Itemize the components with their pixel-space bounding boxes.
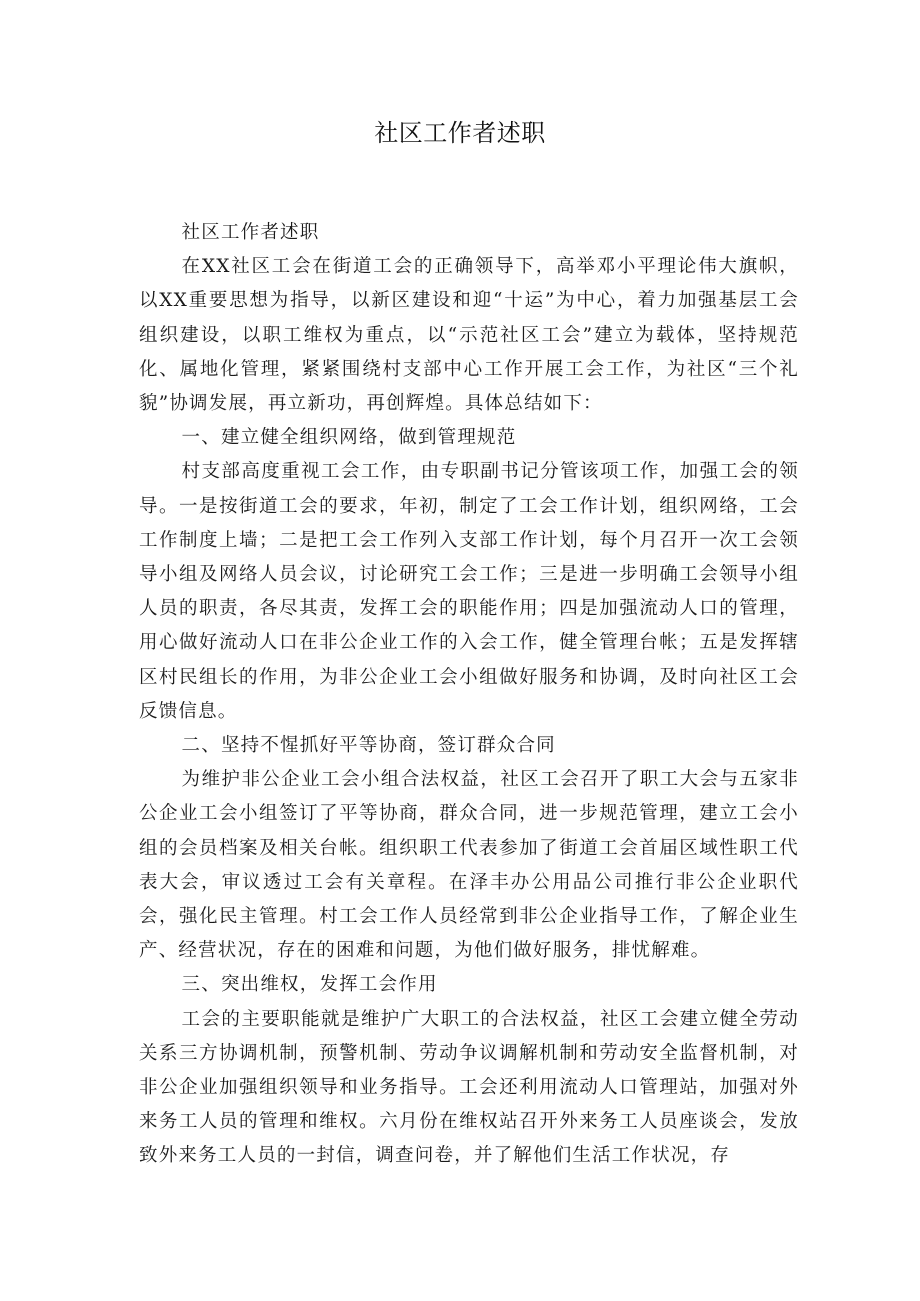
paragraph-section-3: 工会的主要职能就是维护广大职工的合法权益，社区工会建立健全劳动关系三方协调机制，预警机制、劳动争议调解机制和劳动安全监督机制，对非公企业加强组织领导和业务指导。工会还利用流动人口管理站，加强对外来务工人员的管理和维权。六月份在维权站召开外来务工人员座谈会，发放致外来务工人员的一封信，调查问卷，并了解他们生活工作状况，存 bbox=[139, 1008, 799, 1167]
paragraph-heading: 社区工作者述职 bbox=[181, 222, 320, 243]
section-heading-3: 三、突出维权，发挥工会作用 bbox=[181, 974, 438, 996]
document-body bbox=[139, 216, 799, 1174]
section-heading-1: 一、建立健全组织网络，做到管理规范 bbox=[181, 427, 517, 449]
paragraph-section-1: 村支部高度重视工会工作，由专职副书记分管该项工作，加强工会的领导。一是按街道工会的要求，年初，制定了工会工作计划，组织网络，工会工作制度上墙；二是把工会工作列入支部工作计划，每个月召开一次工会领导小组及网络人员会议，讨论研究工会工作；三是进一步明确工会领导小组人员的职责，各尽其责，发挥工会的职能作用；四是加强流动人口的管理，用心做好流动人口在非公企业工作的入会工作，健全管理台帐；五是发挥辖区村民组长的作用，为非公企业工会小组做好服务和协调，及时向社区工会反馈信息。 bbox=[139, 461, 799, 722]
paragraph-intro: 在XX社区工会在街道工会的正确领导下，高举邓小平理论伟大旗帜，以XX重要思想为指导，以新区建设和迎“十运”为中心，着力加强基层工会组织建设，以职工维权为重点，以“示范社区工会”建立为载体，坚持规范化、属地化管理，紧紧围绕村支部中心工作开展工会工作，为社区“三个礼貌”协调发展，再立新功，再创辉煌。具体总结如下： bbox=[139, 256, 799, 415]
section-heading-2: 二、坚持不惺抓好平等协商，签订群众合同 bbox=[181, 735, 556, 757]
paragraph-section-2: 为维护非公企业工会小组合法权益，社区工会召开了职工大会与五家非公企业工会小组签订了平等协商，群众合同，进一步规范管理，建立工会小组的会员档案及相关台帐。组织职工代表参加了街道工会首届区域性职工代表大会，审议透过工会有关章程。在泽丰办公用品公司推行非公企业职代会，强化民主管理。村工会工作人员经常到非公企业指导工作，了解企业生产、经营状况，存在的困难和问题，为他们做好服务，排忧解难。 bbox=[139, 769, 799, 962]
document-title: 社区工作者述职 bbox=[374, 119, 546, 147]
